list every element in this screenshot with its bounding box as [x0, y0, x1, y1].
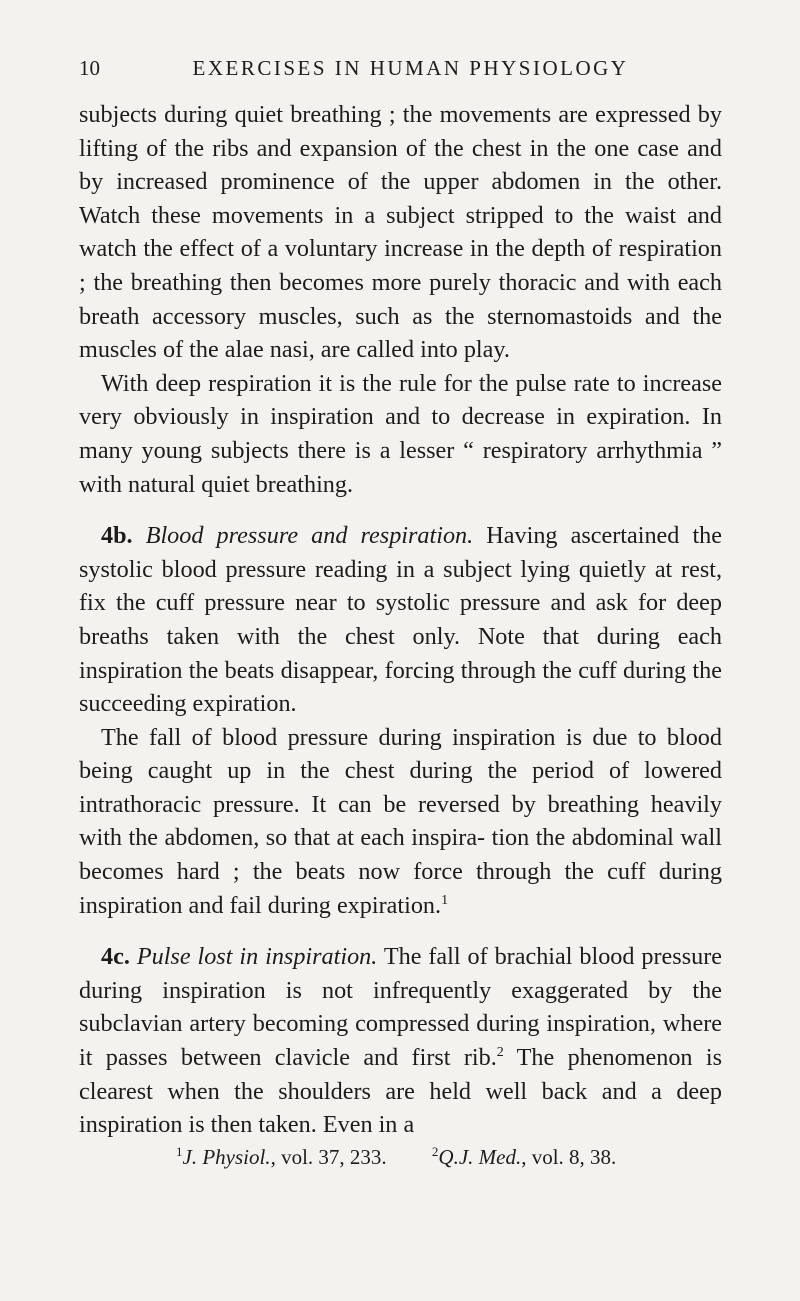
section-text: Having ascertained the systolic blood pressure reading in a subject lying quietly at rest, fix the cuff pressure near to systolic pressure and ask for deep breaths taken with the chest only. Note that during each inspiration the beats disappear, forcing through the cuff during the succeeding expiration. [79, 522, 723, 718]
footnote-mark: 2 [431, 1143, 439, 1159]
section-title: Blood pressure and respiration. [145, 522, 474, 550]
footnote-journal: J. Physiol. [182, 1144, 271, 1169]
book-page [79, 56, 722, 1170]
footnote-reference: 1 [441, 892, 449, 908]
footnotes [79, 1144, 722, 1170]
footnote [432, 1144, 616, 1170]
section-text-continued: The phenomenon is clearest when the shoulders are held well back and a deep inspiration is then taken. Even in a [79, 1044, 722, 1139]
footnote-details: , vol. 37, 233. [270, 1144, 387, 1169]
page-number: 10 [79, 56, 100, 80]
section-number: 4c. [101, 943, 130, 971]
body-text [79, 98, 722, 1142]
section-4b [79, 519, 722, 721]
footnote [176, 1144, 387, 1170]
paragraph-quiet-breathing: subjects during quiet breathing ; the movements are expressed by lifting of the ribs and expansion of the chest in the one case and by increased prominence of the upper abdomen in the other. Watch these movements in a subject stripped to the waist and watch the effect of a voluntary increase in the depth of respiration ; the breathing then becomes more purely thoracic and with each breath accessory muscles, such as the sternomastoids and the muscles of the alae nasi, are called into play. [79, 101, 722, 364]
footnote-journal: Q.J. Med. [438, 1144, 522, 1169]
section-text: The fall of brachial blood pressure during inspiration is not infrequently exaggerated by the subclavian artery becoming compressed during inspiration, where it passes between clavicle and first rib. [79, 943, 723, 1072]
section-4c [79, 940, 722, 1142]
paragraph-text: The fall of blood pressure during inspiration is due to blood being caught up in the chest during the period of lowered intrathoracic pressure. It can be reversed by breathing heavily with the abdomen, so that at each inspira- tion the abdominal wall becomes hard ; the beats now force through the cuff during inspiration and fail during expiration. [79, 723, 722, 919]
running-header [79, 56, 722, 86]
footnote-details: , vol. 8, 38. [521, 1144, 617, 1169]
paragraph-deep-respiration: With deep respiration it is the rule for the pulse rate to increase very obviously in inspiration and to decrease in expiration. In many young subjects there is a lesser “ respiratory arrhythmia ” with natural quiet breathing. [79, 369, 722, 498]
footnote-mark: 1 [176, 1143, 183, 1159]
footnote-reference: 2 [496, 1045, 504, 1061]
section-title: Pulse lost in inspiration. [136, 943, 378, 971]
paragraph-blood-pressure-fall [79, 721, 722, 923]
section-number: 4b. [101, 522, 133, 550]
running-title: EXERCISES IN HUMAN PHYSIOLOGY [192, 56, 629, 80]
